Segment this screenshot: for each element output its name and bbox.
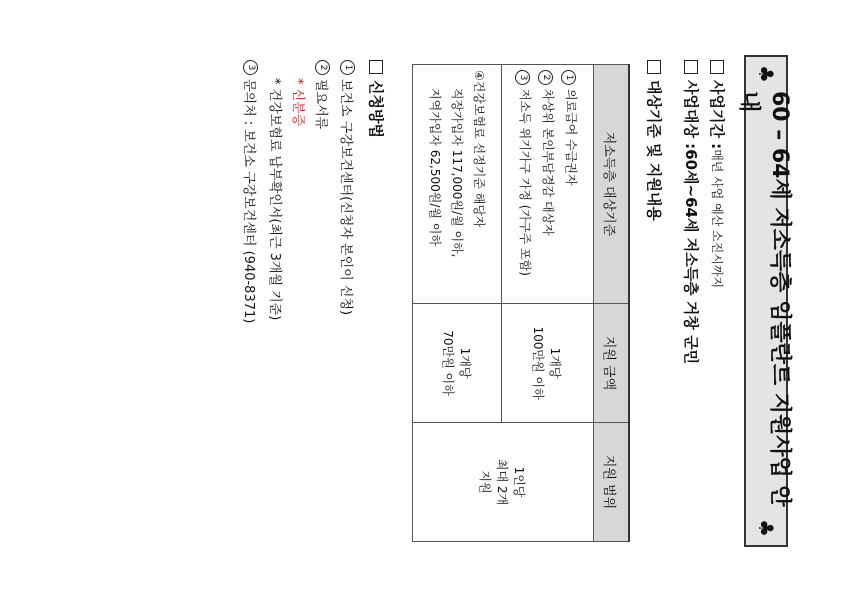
amount-unit: 1개당: [457, 347, 472, 379]
application-heading: 신청방법: [367, 80, 385, 138]
criteria-cell-1: [501, 65, 593, 304]
club-right-icon: ♣: [754, 519, 778, 537]
item-number: ④: [471, 70, 486, 81]
checkbox-icon: [370, 60, 384, 74]
sub-item: 지역가입자 62,500원/월 이하: [427, 88, 442, 246]
target-value: 60세~64세 저소득층 거창 군민: [682, 149, 700, 365]
amount-cell-1: [501, 304, 593, 423]
period-line: [707, 60, 728, 288]
application-heading-line: [366, 60, 387, 138]
amount-unit: 1개당: [548, 347, 563, 379]
range-line: 최대 2개: [495, 458, 510, 506]
col-header-criteria: 저소득층 대상기준: [594, 65, 630, 304]
criteria-table: [412, 64, 630, 542]
title-box: [736, 55, 792, 547]
criteria-cell-2: [413, 65, 502, 304]
item-number: 3: [515, 70, 530, 85]
step-text: 보건소 구강보건센터(신청자 본인이 신청): [338, 79, 353, 316]
item-text: 건강보험료 선정기준 해당자: [471, 80, 486, 228]
target-label: 사업대상 :: [682, 80, 700, 150]
col-header-range: 지원 범위: [594, 423, 630, 542]
amount-value: 70만원 이하: [440, 330, 455, 396]
list-item: [559, 66, 582, 302]
item-text: 차상위 본인부담경감 대상자: [540, 89, 555, 236]
target-line: [681, 60, 702, 364]
table-row: [501, 65, 593, 542]
table-header-row: [594, 65, 630, 542]
checkbox-icon: [685, 60, 699, 74]
checkbox-icon: [711, 60, 725, 74]
item-number: 2: [538, 70, 553, 85]
col-header-amount: 지원 금액: [594, 304, 630, 423]
range-cell: [413, 423, 594, 542]
step-number: 3: [243, 60, 258, 75]
application-step-3: [241, 60, 260, 323]
club-left-icon: ♣: [754, 65, 778, 83]
application-step-1: [338, 60, 357, 315]
step-number: 2: [315, 60, 330, 75]
amount-cell-2: [413, 304, 502, 423]
list-item: [468, 66, 490, 302]
sub-item: 직장가입자 117,000원/월 이하,: [449, 88, 464, 258]
step-text: 필요서류: [313, 79, 328, 130]
list-item: [536, 66, 559, 302]
required-doc-insurance: * 건강보험료 납부확인서(최근 3개월 기준): [267, 78, 282, 321]
checkbox-icon: [648, 60, 662, 74]
step-number: 1: [340, 60, 355, 75]
period-label: 사업기간 :: [708, 80, 726, 150]
item-number: 1: [561, 70, 576, 85]
period-value: 매년 사업 예산 소진시까지: [710, 149, 724, 289]
amount-value: 100만원 이하: [531, 326, 546, 400]
page-title: 60 – 64세 저소득층 임플란트 지원사업 안내: [736, 90, 792, 507]
range-line: 1인당: [512, 466, 527, 498]
application-step-2: [313, 60, 332, 129]
item-text: 의료급여 수급권자: [563, 89, 578, 186]
step-text: 문의처 : 보건소 구강보건센터 (940-8371): [241, 79, 256, 324]
required-doc-id: * 신분증: [290, 78, 305, 127]
criteria-heading-line: [644, 60, 665, 221]
criteria-heading: 대상기준 및 지원내용: [645, 80, 663, 221]
range-line: 지원: [478, 470, 493, 494]
item-text: 저소득 위기가구 가정 (가구주 포함): [517, 89, 532, 276]
list-item: [513, 66, 536, 302]
